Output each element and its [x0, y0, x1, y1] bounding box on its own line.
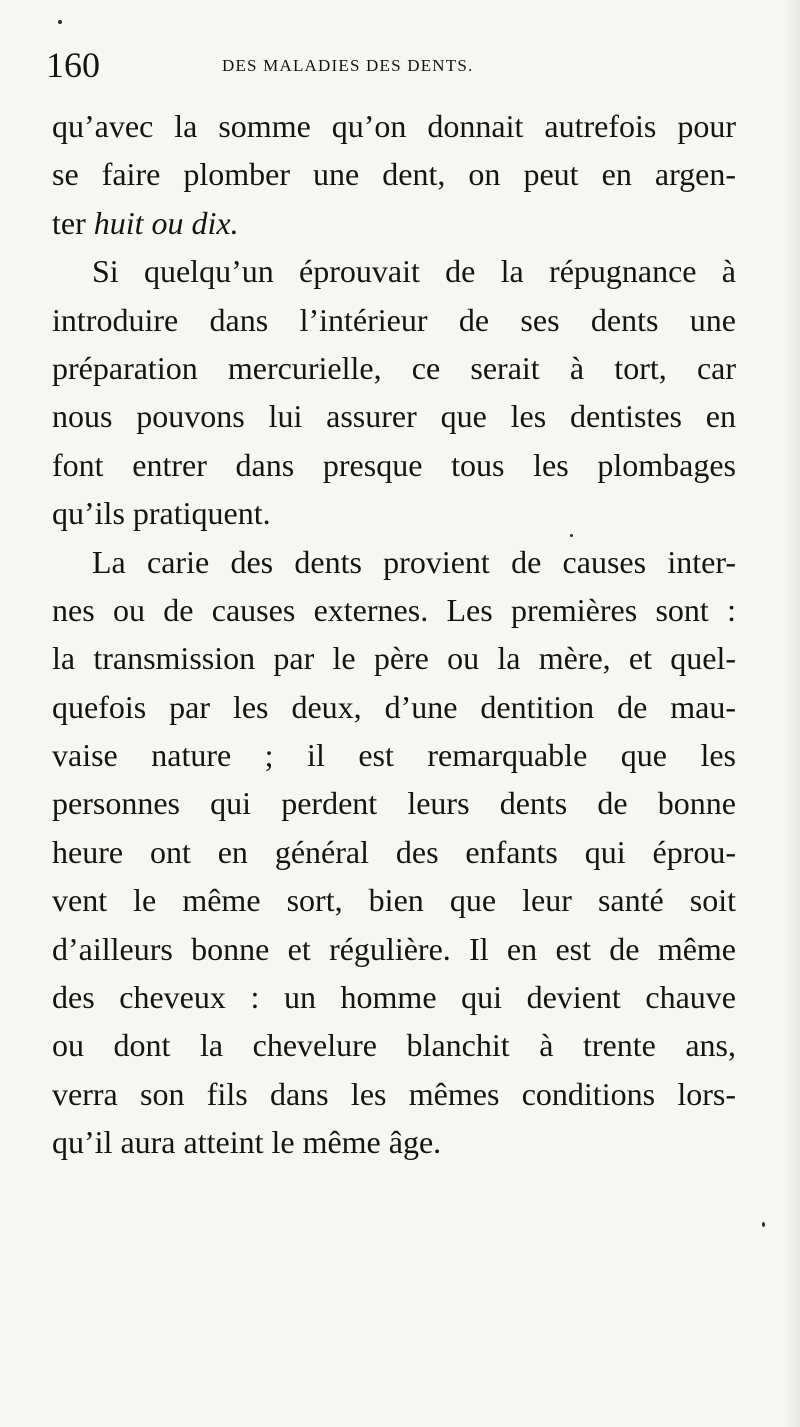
- text-line: introduire dans l’intérieur de ses dents une: [52, 301, 736, 338]
- text-line: heure ont en général des enfants qui éprou-: [52, 833, 736, 870]
- text-line: font entrer dans presque tous les plombages: [52, 446, 736, 483]
- text-line: se faire plomber une dent, on peut en argen-: [52, 156, 736, 193]
- ink-speck: [570, 534, 573, 537]
- text-line: vaise nature ; il est remarquable que les: [52, 737, 736, 774]
- text-line: personnes qui perdent leurs dents de bonne: [52, 785, 736, 822]
- text-line: vent le même sort, bien que leur santé soit: [52, 882, 736, 919]
- ink-speck: [58, 20, 62, 24]
- page-edge-shadow: [782, 0, 800, 1427]
- text-line: préparation mercurielle, ce serait à tort, car: [52, 349, 736, 386]
- text-line: d’ailleurs bonne et régulière. Il en est de même: [52, 930, 736, 967]
- italic-phrase: huit ou dix.: [93, 204, 239, 241]
- running-head: DES MALADIES DES DENTS.: [222, 56, 474, 75]
- text-line: qu’ils pratiquent.: [52, 495, 271, 532]
- text-line: verra son fils dans les mêmes conditions lors-: [52, 1075, 736, 1112]
- text-line: Si quelqu’un éprouvait de la répugnance à: [92, 253, 736, 290]
- text-line: qu’avec la somme qu’on donnait autrefois pour: [52, 108, 736, 144]
- text-fragment: ter: [52, 204, 94, 241]
- text-line: ou dont la chevelure blanchit à trente ans,: [52, 1027, 736, 1064]
- text-line: qu’il aura atteint le même âge.: [52, 1124, 442, 1161]
- paragraph: [52, 538, 736, 1167]
- text-line: des cheveux : un homme qui devient chauve: [52, 979, 736, 1016]
- text-line: [52, 199, 736, 247]
- text-line: la transmission par le père ou la mère, et quel-: [52, 640, 736, 677]
- text-line: nes ou de causes externes. Les premières sont :: [52, 591, 736, 628]
- page-number: 160: [46, 45, 100, 85]
- paragraph: [52, 102, 736, 247]
- body-text: [52, 102, 736, 1167]
- ink-speck: [762, 1222, 765, 1227]
- text-line: La carie des dents provient de causes inter-: [92, 543, 736, 580]
- text-line: quefois par les deux, d’une dentition de mau-: [52, 688, 736, 725]
- text-line: nous pouvons lui assurer que les dentistes en: [52, 398, 736, 435]
- paragraph: [52, 247, 736, 537]
